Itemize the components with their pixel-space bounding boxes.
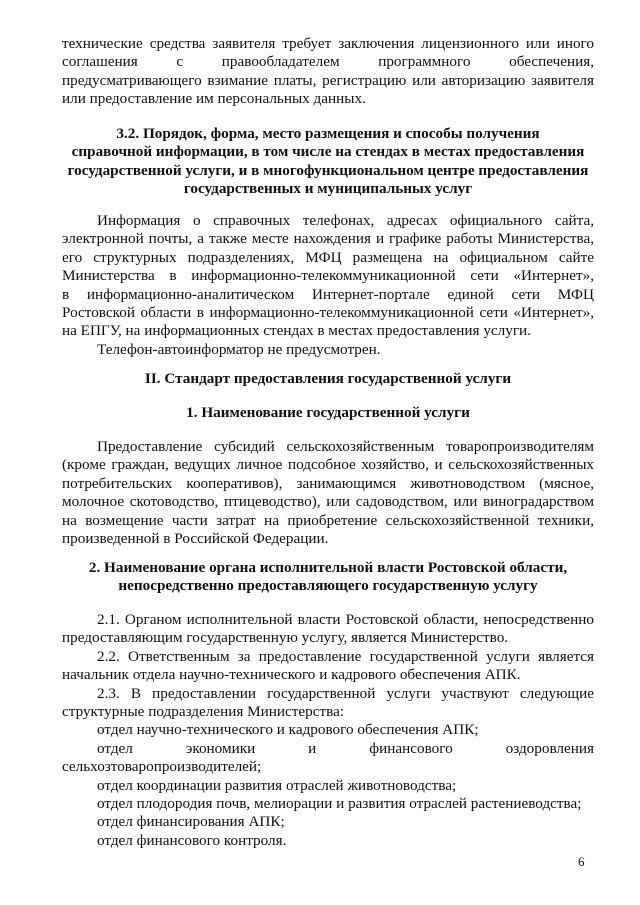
list-item: отдел плодородия почв, мелиорации и развития отраслей растениеводства; xyxy=(97,795,582,813)
list-item: отдел научно-технического и кадрового обеспечения АПК; xyxy=(97,721,479,739)
text-line: (кроме граждан, ведущих личное подсобное хозяйство, и сельскохозяйственных xyxy=(62,456,594,474)
text-line: на ЕПГУ, на информационных стендах в местах предоставления услуги. xyxy=(62,322,531,340)
text-line: в информационно-аналитическом Интернет-портале единой сети МФЦ xyxy=(62,285,594,303)
phone-note: Телефон-автоинформатор не предусмотрен. xyxy=(97,340,381,358)
heading-line: справочной информации, в том числе на стендах в местах предоставления xyxy=(71,143,585,161)
text-line: Предоставление субсидий сельскохозяйственным товаропроизводителям xyxy=(97,438,594,455)
section-3-2-heading xyxy=(62,125,594,199)
page-number: 6 xyxy=(578,854,585,869)
section-1-paragraph xyxy=(62,438,594,548)
text-line: соглашения с правообладателем программного обеспечения, xyxy=(62,53,594,71)
heading-line: 1. Наименование государственной услуги xyxy=(186,404,470,421)
text-line: или предоставление им персональных данных. xyxy=(62,90,366,108)
list-item: отдел координации развития отраслей животноводства; xyxy=(97,776,457,794)
text-line: предоставляющим государственную услугу, является Министерство. xyxy=(62,629,509,647)
list-item: отдел экономики и финансового оздоровления xyxy=(97,739,594,757)
text-line: молочное скотоводство, птицеводство), или садоводством, или виноградарством xyxy=(62,493,594,511)
section-3-2-paragraph xyxy=(62,212,594,359)
section-II-heading xyxy=(62,370,594,388)
list-item: отдел финансирования АПК; xyxy=(97,813,285,831)
list-item: отдел финансового контроля. xyxy=(97,831,287,849)
heading-line: непосредственно предоставляющего государственную услугу xyxy=(118,577,538,595)
text-line: 2.2. Ответственным за предоставление государственной услуги является xyxy=(97,647,594,665)
text-line: 2.3. В предоставлении государственной услуги участвуют следующие xyxy=(97,684,594,702)
text-line: 2.1. Органом исполнительной власти Ростовской области, непосредственно xyxy=(97,611,594,628)
heading-line: II. Стандарт предоставления государственной услуги xyxy=(144,370,512,387)
text-line: начальник отдела научно-технического и кадрового обеспечения АПК. xyxy=(62,666,521,684)
section-2-heading xyxy=(62,559,594,596)
text-line: потребительских кооперативов), занимающимся животноводством (мясное, xyxy=(62,474,594,492)
text-line: Ростовской области в информационно-телекоммуникационной сети «Интернет», xyxy=(62,304,594,322)
text-line: технические средства заявителя требует заключения лицензионного или иного xyxy=(62,35,594,52)
text-line: на возмещение части затрат на приобретение сельскохозяйственной техники, xyxy=(62,511,594,529)
text-line: Министерства в информационно-телекоммуникационной сети «Интернет», xyxy=(62,267,594,285)
text-line: его структурных подразделениях, МФЦ размещена на официальном сайте xyxy=(62,248,594,266)
heading-line: 3.2. Порядок, форма, место размещения и способы получения xyxy=(116,125,540,142)
text-line: электронной почты, а также месте нахождения и графике работы Министерства, xyxy=(62,230,594,248)
list-item-continuation: сельхозтоваропроизводителей; xyxy=(62,758,262,776)
intro-paragraph xyxy=(62,35,594,109)
text-line: предусматривающего взимание платы, регистрацию или авторизацию заявителя xyxy=(62,71,594,89)
heading-line: государственных и муниципальных услуг xyxy=(183,180,473,198)
heading-line: 2. Наименование органа исполнительной власти Ростовской области, xyxy=(88,559,568,576)
section-1-heading xyxy=(62,404,594,422)
heading-line: государственной услуги, и в многофункциональном центре предоставления xyxy=(67,161,589,179)
text-line: структурные подразделения Министерства: xyxy=(62,703,345,721)
section-2-paragraphs xyxy=(62,611,594,850)
text-line: произведенной в Российской Федерации. xyxy=(62,530,329,548)
text-line: Информация о справочных телефонах, адресах официального сайта, xyxy=(97,212,594,229)
